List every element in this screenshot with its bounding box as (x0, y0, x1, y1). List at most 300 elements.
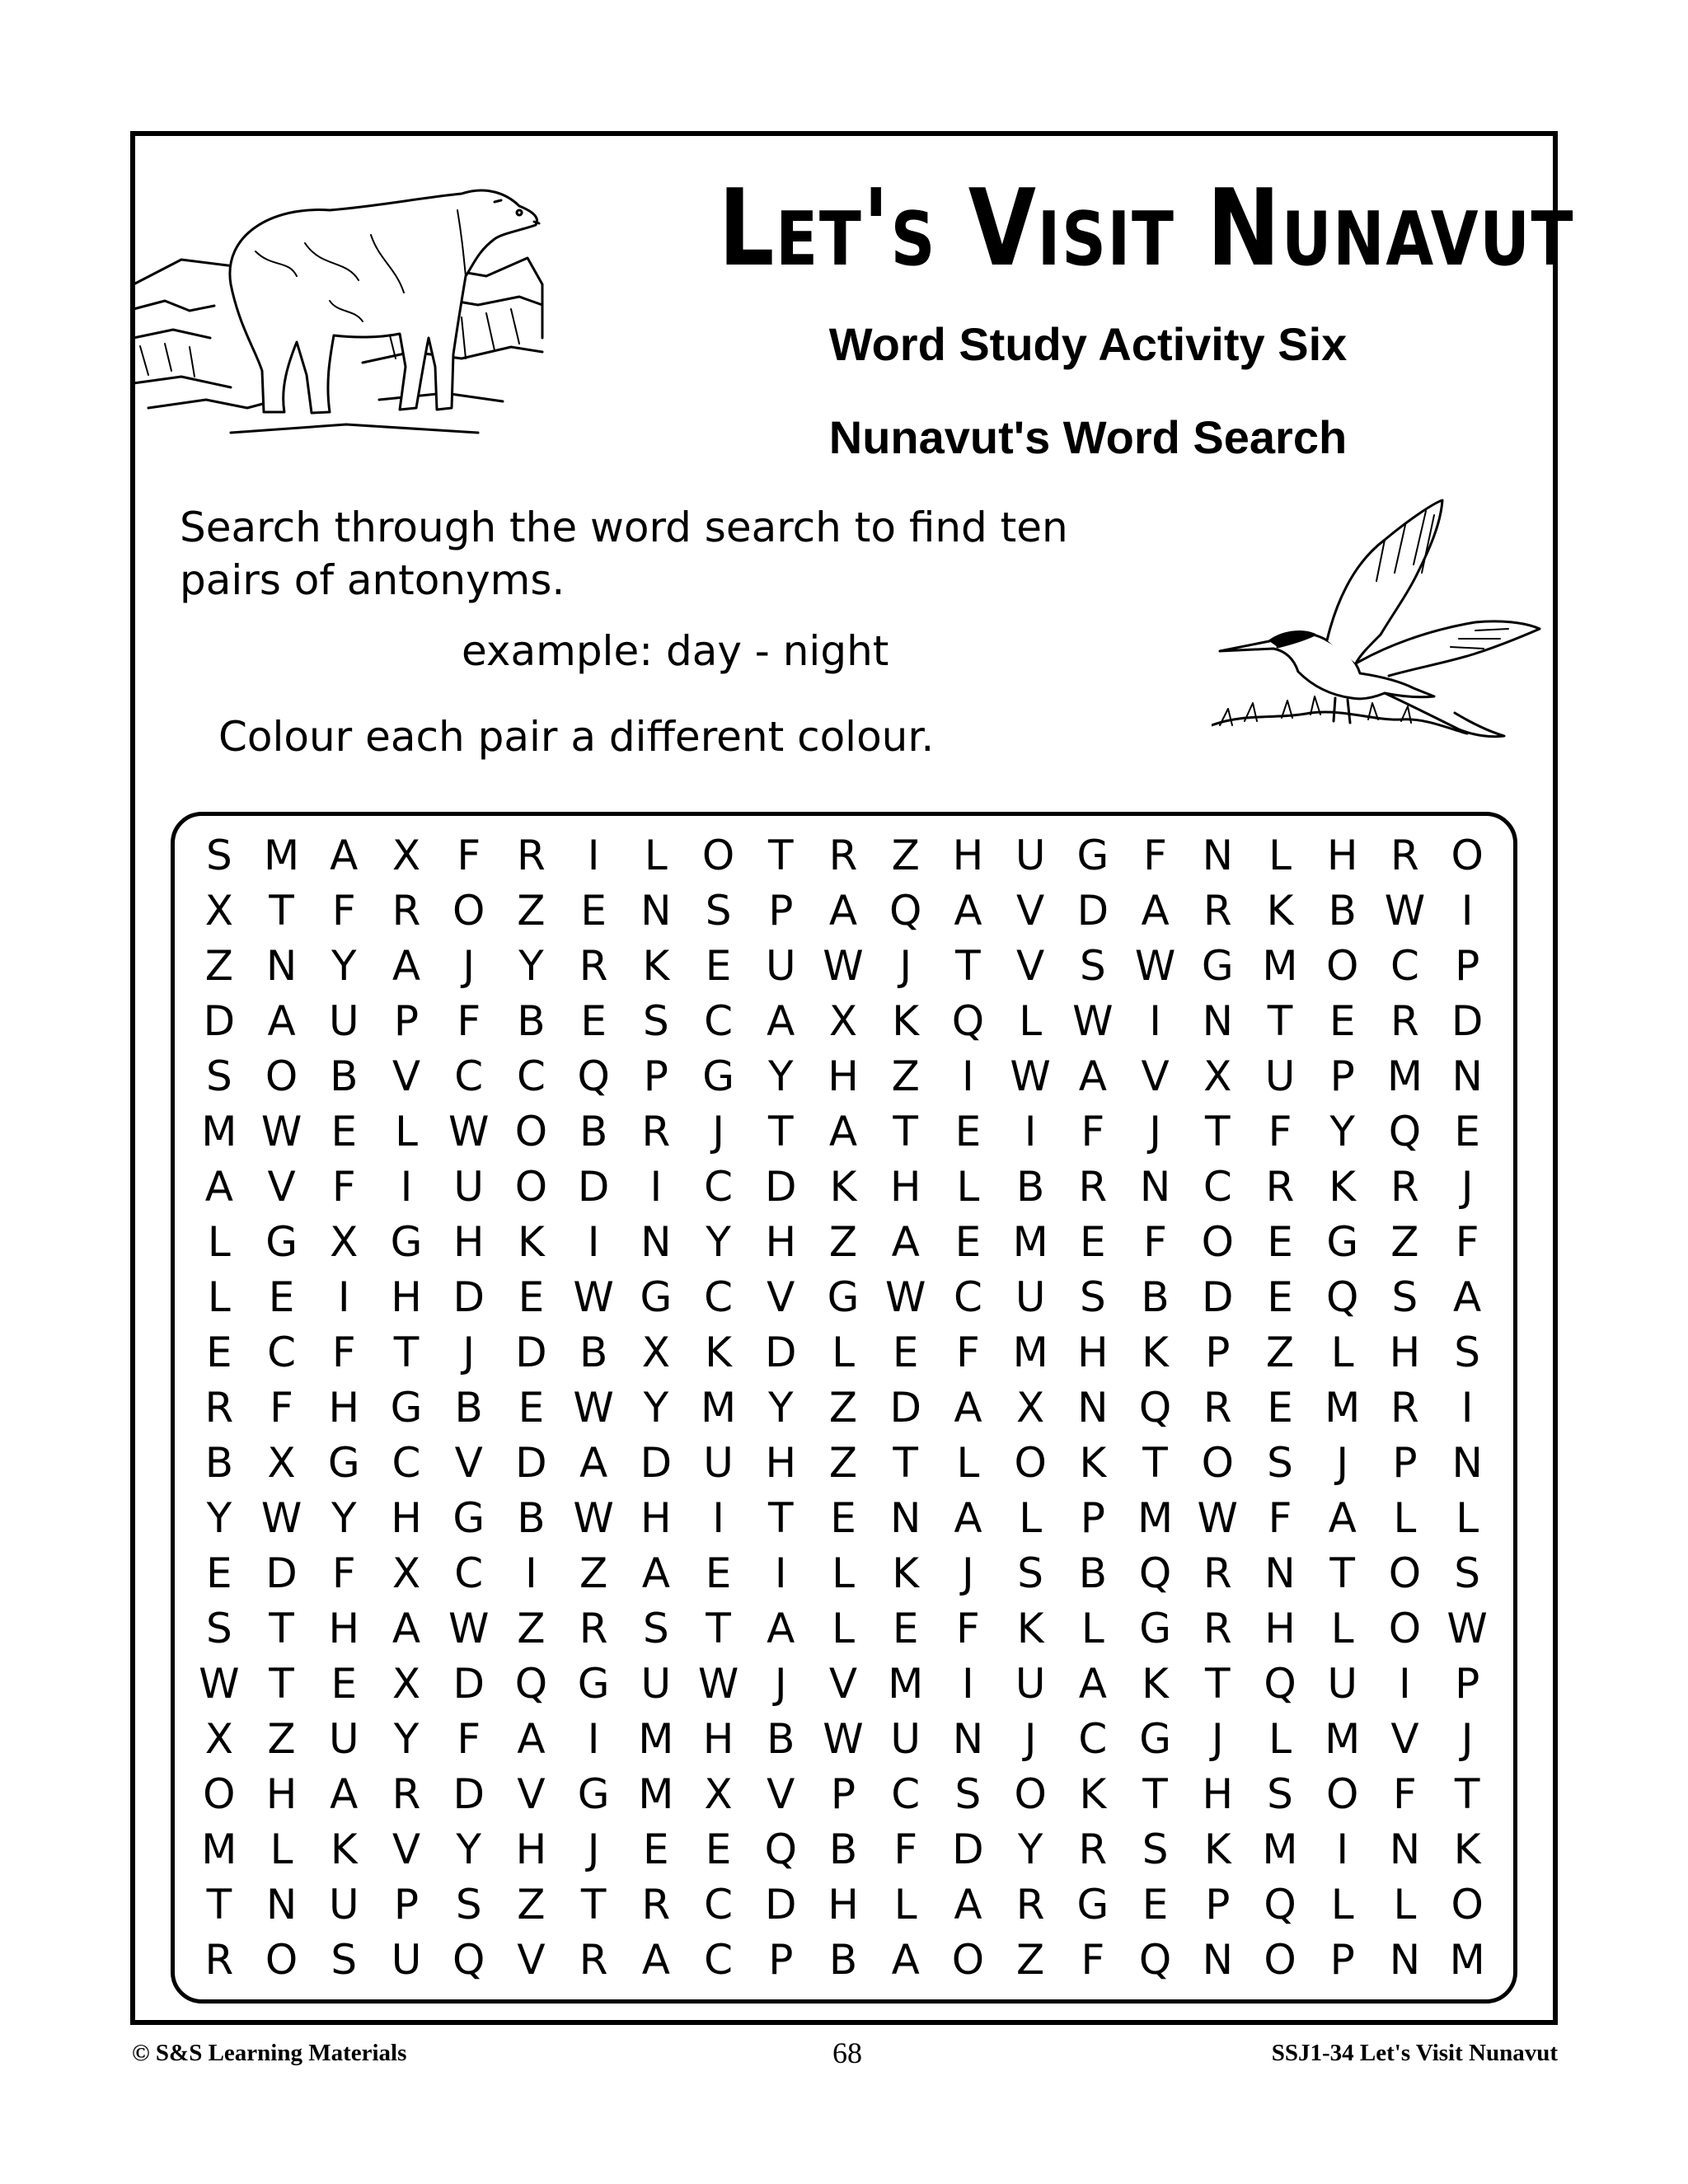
grid-letter[interactable]: Y (518, 941, 544, 990)
grid-letter[interactable]: A (204, 1162, 233, 1211)
grid-letter[interactable]: Q (1264, 1880, 1296, 1929)
grid-letter[interactable]: Z (891, 831, 920, 879)
grid-letter[interactable]: N (1451, 1052, 1483, 1100)
grid-letter[interactable]: H (515, 1825, 547, 1873)
grid-letter[interactable]: E (1267, 1217, 1293, 1266)
grid-letter[interactable]: W (573, 1383, 614, 1432)
grid-letter[interactable]: P (393, 996, 420, 1045)
grid-letter[interactable]: Y (206, 1493, 232, 1542)
grid-letter[interactable]: B (1078, 1549, 1107, 1597)
grid-letter[interactable]: A (1453, 1272, 1482, 1321)
grid-letter[interactable]: O (1201, 1217, 1234, 1266)
grid-letter[interactable]: L (1268, 1714, 1292, 1763)
grid-letter[interactable]: E (1329, 996, 1356, 1045)
grid-letter[interactable]: R (641, 1107, 671, 1155)
grid-letter[interactable]: A (1328, 1493, 1357, 1542)
grid-letter[interactable]: N (1202, 996, 1233, 1045)
grid-letter[interactable]: A (641, 1549, 670, 1597)
grid-letter[interactable]: X (704, 1769, 733, 1818)
grid-letter[interactable]: H (952, 831, 984, 879)
grid-letter[interactable]: A (579, 1438, 608, 1487)
grid-letter[interactable]: P (1455, 1659, 1480, 1708)
grid-letter[interactable]: P (1329, 1935, 1355, 1984)
grid-letter[interactable]: U (890, 1714, 921, 1763)
grid-letter[interactable]: Z (891, 1052, 920, 1100)
grid-letter[interactable]: A (641, 1935, 670, 1984)
grid-letter[interactable]: Q (1388, 1107, 1422, 1155)
grid-letter[interactable]: A (330, 831, 359, 879)
grid-letter[interactable]: I (774, 1549, 787, 1597)
grid-letter[interactable]: J (462, 941, 476, 990)
grid-letter[interactable]: R (1078, 1162, 1108, 1211)
grid-letter[interactable]: H (391, 1493, 422, 1542)
grid-letter[interactable]: K (705, 1328, 732, 1376)
grid-letter[interactable]: S (1391, 1272, 1418, 1321)
grid-letter[interactable]: Q (1138, 1935, 1172, 1984)
grid-letter[interactable]: A (767, 996, 795, 1045)
grid-letter[interactable]: V (1016, 886, 1045, 935)
grid-letter[interactable]: U (765, 941, 796, 990)
grid-letter[interactable]: C (704, 1162, 734, 1211)
grid-letter[interactable]: W (573, 1493, 614, 1542)
grid-letter[interactable]: E (954, 1217, 982, 1266)
grid-letter[interactable]: Q (951, 996, 985, 1045)
grid-letter[interactable]: F (331, 1162, 356, 1211)
grid-letter[interactable]: M (1262, 1825, 1298, 1873)
grid-letter[interactable]: C (704, 1935, 734, 1984)
grid-letter[interactable]: K (518, 1217, 545, 1266)
grid-letter[interactable]: M (638, 1769, 674, 1818)
grid-letter[interactable]: K (642, 941, 670, 990)
grid-letter[interactable]: H (1202, 1769, 1234, 1818)
grid-letter[interactable]: H (328, 1604, 360, 1652)
grid-letter[interactable]: M (1012, 1328, 1048, 1376)
grid-letter[interactable]: W (1384, 886, 1426, 935)
grid-letter[interactable]: S (1267, 1438, 1293, 1487)
grid-letter[interactable]: F (1268, 1107, 1292, 1155)
grid-letter[interactable]: S (705, 886, 732, 935)
grid-letter[interactable]: J (462, 1328, 476, 1376)
grid-letter[interactable]: J (1024, 1714, 1037, 1763)
grid-letter[interactable]: B (828, 1935, 858, 1984)
grid-letter[interactable]: X (204, 1714, 233, 1763)
grid-letter[interactable]: V (454, 1438, 483, 1487)
grid-letter[interactable]: K (892, 996, 920, 1045)
grid-letter[interactable]: O (1326, 1769, 1359, 1818)
grid-letter[interactable]: B (517, 1493, 546, 1542)
grid-letter[interactable]: N (1077, 1383, 1109, 1432)
grid-letter[interactable]: G (1076, 831, 1109, 879)
grid-letter[interactable]: N (1264, 1549, 1296, 1597)
grid-letter[interactable]: K (1142, 1659, 1169, 1708)
grid-letter[interactable]: V (1016, 941, 1045, 990)
grid-letter[interactable]: Y (1329, 1107, 1355, 1155)
grid-letter[interactable]: G (827, 1272, 860, 1321)
grid-letter[interactable]: G (452, 1493, 485, 1542)
grid-letter[interactable]: O (514, 1162, 548, 1211)
grid-letter[interactable]: U (1015, 831, 1046, 879)
grid-letter[interactable]: E (705, 1825, 732, 1873)
grid-letter[interactable]: M (201, 1825, 237, 1873)
grid-letter[interactable]: S (205, 831, 232, 879)
grid-letter[interactable]: R (828, 831, 858, 879)
grid-letter[interactable]: G (1139, 1714, 1171, 1763)
grid-letter[interactable]: W (1072, 996, 1114, 1045)
grid-letter[interactable]: M (1262, 941, 1298, 990)
grid-letter[interactable]: N (1202, 1935, 1233, 1984)
grid-letter[interactable]: Q (514, 1659, 548, 1708)
grid-letter[interactable]: G (577, 1659, 610, 1708)
grid-letter[interactable]: Z (517, 886, 546, 935)
grid-letter[interactable]: P (1205, 1880, 1231, 1929)
grid-letter[interactable]: M (1386, 1052, 1423, 1100)
grid-letter[interactable]: B (204, 1438, 233, 1487)
grid-letter[interactable]: E (643, 1825, 669, 1873)
grid-letter[interactable]: M (263, 831, 300, 879)
grid-letter[interactable]: L (1456, 1493, 1479, 1542)
grid-letter[interactable]: F (956, 1328, 980, 1376)
grid-letter[interactable]: M (638, 1714, 674, 1763)
grid-letter[interactable]: G (702, 1052, 734, 1100)
grid-letter[interactable]: Z (828, 1383, 858, 1432)
grid-letter[interactable]: R (641, 1880, 671, 1929)
grid-letter[interactable]: U (640, 1659, 672, 1708)
grid-letter[interactable]: X (1203, 1052, 1232, 1100)
grid-letter[interactable]: C (891, 1769, 921, 1818)
grid-letter[interactable]: F (457, 831, 481, 879)
grid-letter[interactable]: U (703, 1438, 734, 1487)
grid-letter[interactable]: J (1336, 1438, 1349, 1487)
grid-letter[interactable]: Z (579, 1549, 608, 1597)
grid-letter[interactable]: U (1015, 1659, 1046, 1708)
grid-letter[interactable]: L (395, 1107, 418, 1155)
grid-letter[interactable]: A (954, 1383, 982, 1432)
grid-letter[interactable]: J (1461, 1714, 1474, 1763)
grid-letter[interactable]: T (206, 1880, 232, 1929)
grid-letter[interactable]: A (954, 1493, 982, 1542)
grid-letter[interactable]: O (452, 886, 485, 935)
grid-letter[interactable]: F (1143, 1217, 1167, 1266)
grid-letter[interactable]: N (265, 941, 298, 990)
grid-letter[interactable]: G (577, 1769, 610, 1818)
grid-letter[interactable]: H (640, 1493, 672, 1542)
grid-letter[interactable]: V (767, 1272, 795, 1321)
grid-letter[interactable]: U (453, 1162, 484, 1211)
grid-letter[interactable]: T (269, 886, 294, 935)
grid-letter[interactable]: E (1454, 1107, 1480, 1155)
grid-letter[interactable]: N (1139, 1162, 1171, 1211)
grid-letter[interactable]: B (579, 1107, 608, 1155)
grid-letter[interactable]: L (1393, 1493, 1417, 1542)
grid-letter[interactable]: Z (1265, 1328, 1295, 1376)
grid-letter[interactable]: F (457, 1714, 481, 1763)
grid-letter[interactable]: S (642, 996, 669, 1045)
grid-letter[interactable]: C (267, 1328, 297, 1376)
grid-letter[interactable]: L (1330, 1880, 1354, 1929)
grid-letter[interactable]: O (514, 1107, 548, 1155)
grid-letter[interactable]: Z (828, 1217, 858, 1266)
grid-letter[interactable]: D (1076, 886, 1109, 935)
grid-letter[interactable]: W (823, 941, 864, 990)
grid-letter[interactable]: W (199, 1659, 240, 1708)
grid-letter[interactable]: F (893, 1825, 918, 1873)
grid-letter[interactable]: J (587, 1825, 600, 1873)
grid-letter[interactable]: D (952, 1825, 984, 1873)
grid-letter[interactable]: V (1390, 1714, 1419, 1763)
grid-letter[interactable]: I (1336, 1825, 1349, 1873)
grid-letter[interactable]: K (330, 1825, 358, 1873)
grid-letter[interactable]: I (587, 1217, 600, 1266)
grid-letter[interactable]: E (518, 1383, 545, 1432)
grid-letter[interactable]: G (390, 1217, 423, 1266)
grid-letter[interactable]: D (765, 1880, 797, 1929)
grid-letter[interactable]: L (1330, 1328, 1354, 1376)
grid-letter[interactable]: E (518, 1272, 545, 1321)
grid-letter[interactable]: O (265, 1935, 298, 1984)
grid-letter[interactable]: F (1143, 831, 1167, 879)
grid-letter[interactable]: X (828, 996, 858, 1045)
grid-letter[interactable]: I (649, 1162, 663, 1211)
grid-letter[interactable]: Q (577, 1052, 610, 1100)
grid-letter[interactable]: O (203, 1769, 236, 1818)
grid-letter[interactable]: Z (517, 1880, 546, 1929)
grid-letter[interactable]: P (1080, 1493, 1105, 1542)
grid-letter[interactable]: E (331, 1659, 358, 1708)
grid-letter[interactable]: I (1461, 886, 1474, 935)
grid-letter[interactable]: G (1326, 1217, 1359, 1266)
grid-letter[interactable]: A (392, 941, 421, 990)
grid-letter[interactable]: S (1079, 1272, 1106, 1321)
grid-letter[interactable]: X (641, 1328, 670, 1376)
grid-letter[interactable]: K (1079, 1769, 1107, 1818)
grid-letter[interactable]: W (260, 1493, 302, 1542)
grid-letter[interactable]: E (331, 1107, 358, 1155)
grid-letter[interactable]: L (956, 1162, 980, 1211)
grid-letter[interactable]: X (330, 1217, 359, 1266)
grid-letter[interactable]: E (1267, 1383, 1293, 1432)
grid-letter[interactable]: T (706, 1604, 731, 1652)
grid-letter[interactable]: H (328, 1383, 360, 1432)
grid-letter[interactable]: S (1454, 1328, 1481, 1376)
grid-letter[interactable]: S (1142, 1825, 1169, 1873)
grid-letter[interactable]: B (579, 1328, 608, 1376)
grid-letter[interactable]: Q (889, 886, 922, 935)
grid-letter[interactable]: G (1139, 1604, 1171, 1652)
grid-letter[interactable]: T (1205, 1659, 1231, 1708)
grid-letter[interactable]: E (830, 1493, 856, 1542)
grid-letter[interactable]: L (832, 1549, 855, 1597)
grid-letter[interactable]: C (1078, 1714, 1108, 1763)
grid-letter[interactable]: H (1326, 831, 1358, 879)
grid-letter[interactable]: H (1389, 1328, 1421, 1376)
grid-letter[interactable]: L (207, 1272, 231, 1321)
grid-letter[interactable]: R (204, 1935, 234, 1984)
grid-letter[interactable]: H (889, 1162, 921, 1211)
grid-letter[interactable]: A (267, 996, 296, 1045)
grid-letter[interactable]: F (331, 1549, 356, 1597)
grid-letter[interactable]: E (892, 1328, 919, 1376)
grid-letter[interactable]: Z (828, 1438, 858, 1487)
grid-letter[interactable]: B (1141, 1272, 1170, 1321)
grid-letter[interactable]: W (448, 1107, 490, 1155)
grid-letter[interactable]: A (517, 1714, 546, 1763)
grid-letter[interactable]: R (1203, 1383, 1232, 1432)
grid-letter[interactable]: L (1330, 1604, 1354, 1652)
grid-letter[interactable]: H (1264, 1604, 1296, 1652)
grid-letter[interactable]: O (1451, 831, 1484, 879)
grid-letter[interactable]: N (1389, 1825, 1421, 1873)
grid-letter[interactable]: T (1267, 996, 1293, 1045)
grid-letter[interactable]: M (1012, 1217, 1048, 1266)
grid-letter[interactable]: B (330, 1052, 359, 1100)
grid-letter[interactable]: R (1390, 1162, 1419, 1211)
grid-letter[interactable]: S (954, 1769, 982, 1818)
grid-letter[interactable]: H (265, 1769, 298, 1818)
grid-letter[interactable]: T (269, 1659, 294, 1708)
grid-letter[interactable]: U (328, 1714, 359, 1763)
grid-letter[interactable]: O (1451, 1880, 1484, 1929)
grid-letter[interactable]: D (640, 1438, 673, 1487)
grid-letter[interactable]: Q (764, 1825, 797, 1873)
grid-letter[interactable]: P (1329, 1052, 1355, 1100)
grid-letter[interactable]: N (640, 1217, 672, 1266)
grid-letter[interactable]: K (1203, 1825, 1231, 1873)
grid-letter[interactable]: I (1399, 1659, 1411, 1708)
grid-letter[interactable]: Y (1017, 1825, 1043, 1873)
grid-letter[interactable]: U (328, 1880, 359, 1929)
grid-letter[interactable]: N (1202, 831, 1233, 879)
grid-letter[interactable]: A (891, 1935, 920, 1984)
grid-letter[interactable]: I (962, 1052, 974, 1100)
grid-letter[interactable]: T (893, 1438, 918, 1487)
grid-letter[interactable]: R (517, 831, 546, 879)
grid-letter[interactable]: L (270, 1825, 293, 1873)
grid-letter[interactable]: Z (517, 1604, 546, 1652)
grid-letter[interactable]: I (525, 1549, 537, 1597)
grid-letter[interactable]: E (954, 1107, 982, 1155)
grid-letter[interactable]: U (1327, 1659, 1357, 1708)
grid-letter[interactable]: L (832, 1328, 855, 1376)
grid-letter[interactable]: U (328, 996, 359, 1045)
grid-letter[interactable]: F (457, 996, 481, 1045)
grid-letter[interactable]: I (337, 1272, 350, 1321)
grid-letter[interactable]: C (1390, 941, 1419, 990)
grid-letter[interactable]: W (260, 1107, 302, 1155)
grid-letter[interactable]: K (1016, 1604, 1044, 1652)
grid-letter[interactable]: H (828, 1880, 859, 1929)
grid-letter[interactable]: O (1201, 1438, 1234, 1487)
grid-letter[interactable]: P (768, 886, 794, 935)
grid-letter[interactable]: D (889, 1383, 921, 1432)
grid-letter[interactable]: V (517, 1935, 546, 1984)
grid-letter[interactable]: P (1455, 941, 1480, 990)
grid-letter[interactable]: C (1203, 1162, 1232, 1211)
grid-letter[interactable]: V (267, 1162, 296, 1211)
grid-letter[interactable]: E (206, 1549, 232, 1597)
grid-letter[interactable]: V (828, 1659, 858, 1708)
grid-letter[interactable]: T (393, 1328, 420, 1376)
grid-letter[interactable]: A (1078, 1659, 1107, 1708)
grid-letter[interactable]: Z (1390, 1217, 1419, 1266)
grid-letter[interactable]: K (829, 1162, 857, 1211)
grid-letter[interactable]: H (765, 1217, 797, 1266)
grid-letter[interactable]: Q (452, 1935, 485, 1984)
grid-letter[interactable]: D (452, 1659, 485, 1708)
grid-letter[interactable]: Y (393, 1714, 420, 1763)
grid-letter[interactable]: T (768, 1107, 794, 1155)
grid-letter[interactable]: L (207, 1217, 231, 1266)
grid-letter[interactable]: V (1141, 1052, 1170, 1100)
grid-letter[interactable]: W (1447, 1604, 1488, 1652)
grid-letter[interactable]: D (515, 1328, 547, 1376)
grid-letter[interactable]: V (392, 1052, 421, 1100)
grid-letter[interactable]: L (1081, 1604, 1104, 1652)
grid-letter[interactable]: D (765, 1328, 797, 1376)
grid-letter[interactable]: M (201, 1107, 237, 1155)
grid-letter[interactable]: B (1015, 1162, 1045, 1211)
grid-letter[interactable]: B (1328, 886, 1357, 935)
grid-letter[interactable]: O (1388, 1604, 1422, 1652)
grid-letter[interactable]: W (884, 1272, 926, 1321)
grid-letter[interactable]: L (956, 1438, 980, 1487)
grid-letter[interactable]: Q (1326, 1272, 1359, 1321)
grid-letter[interactable]: J (899, 941, 912, 990)
grid-letter[interactable]: U (391, 1935, 422, 1984)
grid-letter[interactable]: C (516, 1052, 546, 1100)
grid-letter[interactable]: P (768, 1935, 794, 1984)
grid-letter[interactable]: R (1390, 996, 1419, 1045)
grid-letter[interactable]: I (1461, 1383, 1474, 1432)
grid-letter[interactable]: C (704, 1880, 734, 1929)
grid-letter[interactable]: I (1024, 1107, 1037, 1155)
grid-letter[interactable]: P (830, 1769, 856, 1818)
grid-letter[interactable]: F (1081, 1935, 1105, 1984)
grid-letter[interactable]: N (1389, 1935, 1421, 1984)
grid-letter[interactable]: W (697, 1659, 739, 1708)
grid-letter[interactable]: A (392, 1604, 421, 1652)
grid-letter[interactable]: A (954, 886, 982, 935)
grid-letter[interactable]: K (1142, 1328, 1169, 1376)
grid-letter[interactable]: R (1203, 1549, 1232, 1597)
grid-letter[interactable]: R (1390, 1383, 1419, 1432)
grid-letter[interactable]: E (580, 886, 607, 935)
grid-letter[interactable]: T (1454, 1769, 1480, 1818)
grid-letter[interactable]: T (1142, 1769, 1168, 1818)
grid-letter[interactable]: C (704, 996, 734, 1045)
grid-letter[interactable]: I (587, 1714, 600, 1763)
grid-letter[interactable]: B (454, 1383, 483, 1432)
grid-letter[interactable]: Z (267, 1714, 296, 1763)
grid-letter[interactable]: E (268, 1272, 295, 1321)
grid-letter[interactable]: M (1137, 1493, 1174, 1542)
grid-letter[interactable]: S (205, 1604, 232, 1652)
grid-letter[interactable]: O (1326, 941, 1359, 990)
grid-letter[interactable]: D (765, 1162, 797, 1211)
grid-letter[interactable]: O (951, 1935, 985, 1984)
grid-letter[interactable]: P (643, 1052, 668, 1100)
grid-letter[interactable]: L (1019, 996, 1043, 1045)
grid-letter[interactable]: J (774, 1659, 787, 1708)
grid-letter[interactable]: I (1149, 996, 1161, 1045)
grid-letter[interactable]: H (391, 1272, 422, 1321)
grid-letter[interactable]: P (1392, 1438, 1418, 1487)
grid-letter[interactable]: X (1016, 1383, 1045, 1432)
grid-letter[interactable]: F (331, 886, 356, 935)
grid-letter[interactable]: A (828, 1107, 858, 1155)
grid-letter[interactable]: Y (456, 1825, 481, 1873)
grid-letter[interactable]: Q (1138, 1383, 1172, 1432)
grid-letter[interactable]: V (517, 1769, 546, 1818)
